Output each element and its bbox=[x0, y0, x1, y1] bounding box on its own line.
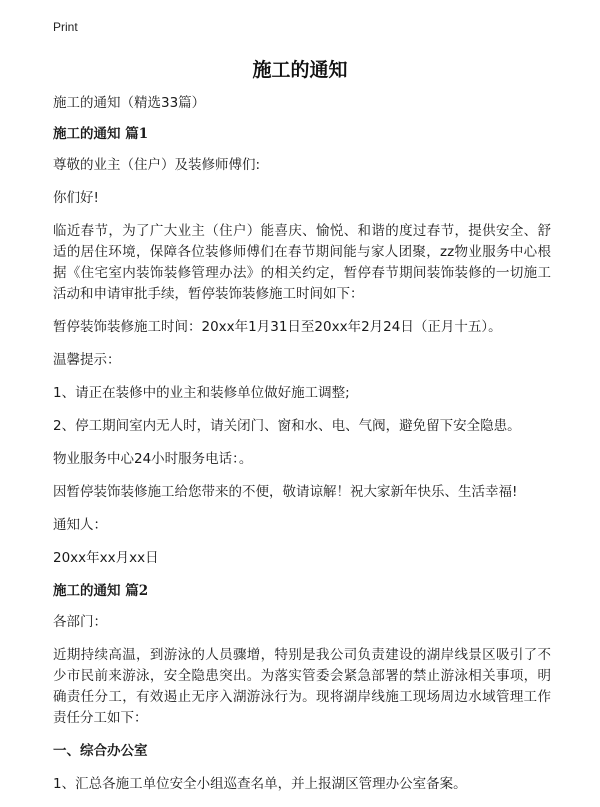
section-2-subheading: 一、综合办公室 bbox=[53, 743, 148, 759]
section-1-body: 临近春节，为了广大业主（住户）能喜庆、愉悦、和谐的度过春节，提供安全、舒适的居住环境，保障各位装修师傅们在春节期间能与家人团聚，zz物业服务中心根据《住宅室内装饰装修管理办法》的相关约定，暂停春节期间装饰装修的一切施工活动和申请审批手续，暂停装饰装修施工时间如下： bbox=[53, 223, 551, 302]
document-body bbox=[53, 93, 551, 807]
section-1-tip-1: 1、请正在装修中的业主和装修单位做好施工调整; bbox=[53, 385, 350, 401]
document-subtitle: 施工的通知（精选33篇） bbox=[53, 95, 206, 111]
section-1-apology: 因暂停装饰装修施工给您带来的不便，敬请谅解！祝大家新年快乐、生活幸福! bbox=[53, 484, 518, 500]
section-1-notifier: 通知人： bbox=[53, 517, 107, 533]
section-2-item-1: 1、汇总各施工单位安全小组巡查名单，并上报湖区管理办公室备案。 bbox=[53, 776, 467, 792]
section-1-suspend-time: 暂停装饰装修施工时间：20xx年1月31日至20xx年2月24日（正月十五）。 bbox=[53, 319, 502, 335]
print-label: Print bbox=[53, 20, 78, 34]
section-1-date: 20xx年xx月xx日 bbox=[53, 550, 159, 566]
section-1-greeting: 你们好! bbox=[53, 190, 99, 206]
page-title: 施工的通知 bbox=[252, 59, 348, 81]
section-1-salutation: 尊敬的业主（住户）及装修师傅们: bbox=[53, 157, 261, 173]
section-2-body: 近期持续高温，到游泳的人员骤增，特别是我公司负责建设的湖岸线景区吸引了不少市民前来游泳，安全隐患突出。为落实管委会紧急部署的禁止游泳相关事项，明确责任分工，有效遏止无序入湖游泳行为。现将湖岸线施工现场周边水域管理工作责任分工如下： bbox=[53, 647, 551, 726]
section-2-salutation: 各部门： bbox=[53, 614, 107, 630]
section-1-reminder-label: 温馨提示： bbox=[53, 352, 121, 368]
section-1-heading: 施工的通知 篇1 bbox=[53, 126, 149, 142]
section-2-heading: 施工的通知 篇2 bbox=[53, 583, 149, 599]
section-1-tip-2: 2、停工期间室内无人时，请关闭门、窗和水、电、气阀，避免留下安全隐患。 bbox=[53, 418, 521, 434]
section-1-hotline: 物业服务中心24小时服务电话：。 bbox=[53, 451, 253, 467]
